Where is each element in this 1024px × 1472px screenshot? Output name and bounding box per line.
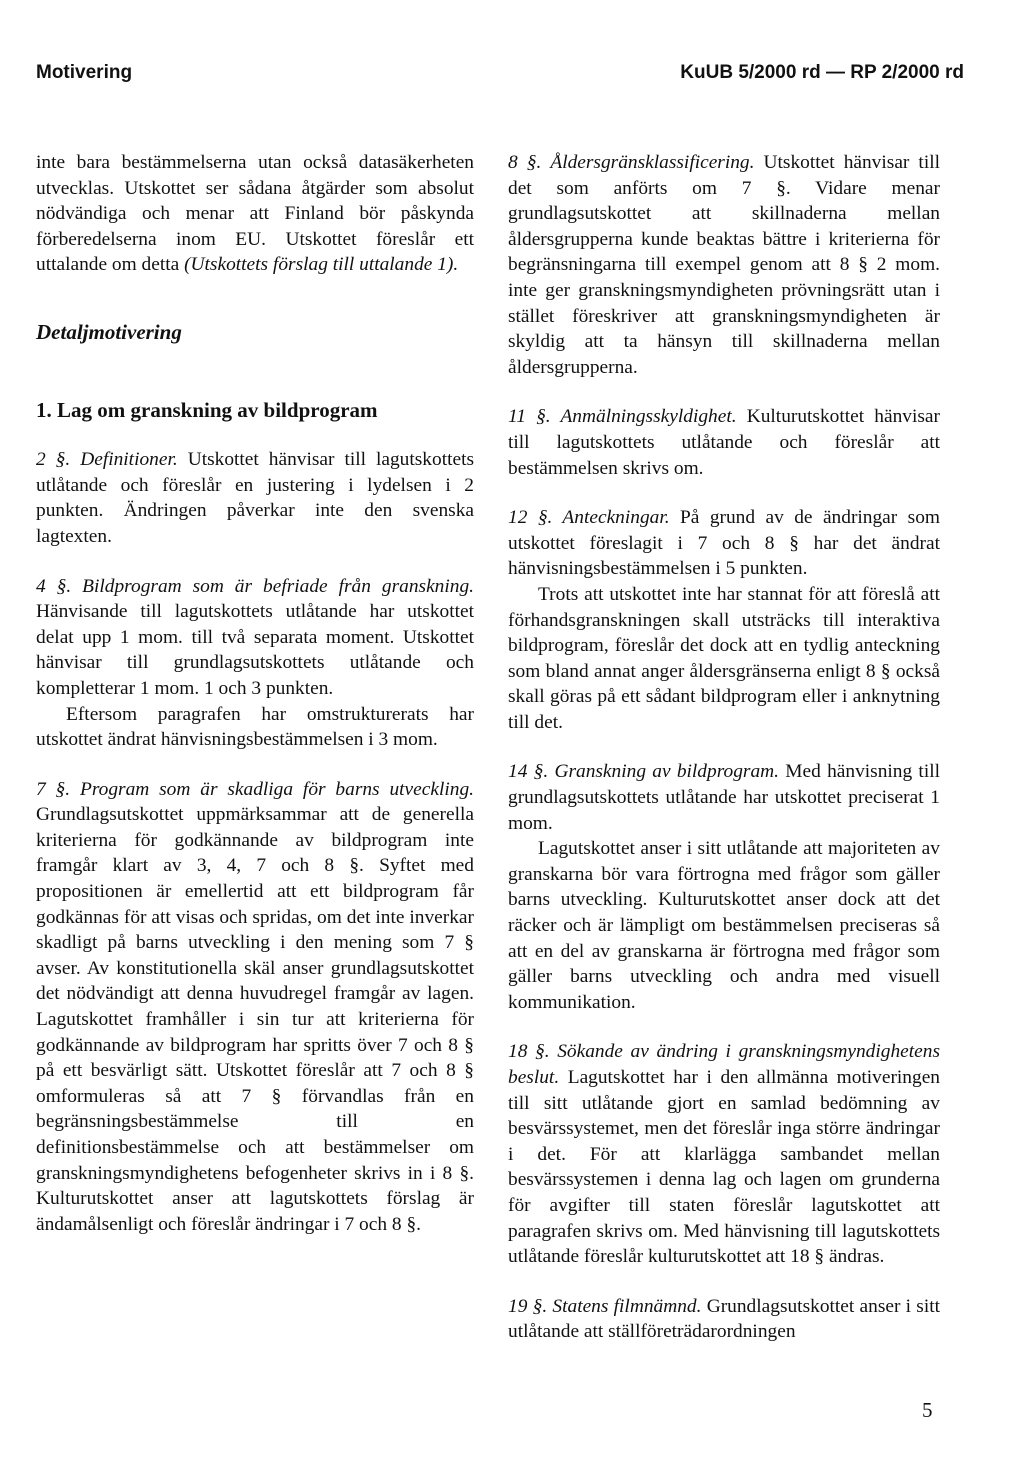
section-11-title: 11 §. Anmälningsskyldighet. — [508, 406, 737, 428]
section-11-paragraph — [508, 404, 940, 481]
right-column — [508, 150, 940, 1345]
page-number: 5 — [922, 1398, 933, 1422]
section-12-text: På grund av de ändringar som utskottet föreslagit i 7 och 8 § har det ändrat hänvisningsbestämmelsen i 5 punkten. — [508, 507, 940, 580]
section-7-text: Grundlagsutskottet uppmärksammar att de generella kriterierna för godkännande av bildprogram inte framgår klart av 3, 4, 7 och 8 §. Syftet med propositionen är emellertid att ett bildprogram får godkännas för att visas och spridas, om det inte inverkar skadligt på barns utveckling i den mening som 7 § avser. Av konstitutionella skäl anser grundlagsutskottet det nödvändigt att denna huvudregel framgår av lagen. Lagutskottet framhåller i sin tur att kriterierna för godkännande av bildprogram har spritts över 7 och 8 § på ett besvärligt sätt. Utskottet föreslår att 7 och 8 § omformuleras så att 7 § förvandlas från en begränsningsbestämmelse till en definitionsbestämmelse och att bestämmelser om granskningsmyndighetens befogenheter skrivs in i 8 §. Kulturutskottet anser att lagutskottets förslag är ändamålsenligt och föreslår ändringar i 7 och 8 §. — [36, 804, 474, 1235]
section-14-paragraph — [508, 759, 940, 836]
intro-paragraph — [36, 150, 474, 278]
section-14-paragraph-2: Lagutskottet anser i sitt utlåtande att majoriteten av granskarna bör vara förtrogna med frågor som gäller barns utveckling. Kulturutskottet anser dock att det räcker och är lämpligt om bestämmelsen preciseras så att en del av granskarna är förtrogna med frågor som gäller barns utveckling och andra med visuell kommunikation. — [508, 838, 940, 1013]
section-19-title: 19 §. Statens filmnämnd. — [508, 1295, 702, 1317]
section-2-paragraph — [36, 447, 474, 549]
section-19-text: Grundlagsutskottet anser i sitt utlåtande att ställföreträdarordningen — [508, 1295, 940, 1343]
section-4-text: Hänvisande till lagutskottets utlåtande har utskottet delat upp 1 mom. till två separata moment. Utskottet hänvisar till grundlagsutskottets utlåtande och kompletterar 1 mom. 1 och 3 punkten. — [36, 601, 474, 699]
section-12-paragraph-2: Trots att utskottet inte har stannat för att föreslå att förhandsgranskningen skall utsträcks till interaktiva bildprogram, föreslår det dock att en tydlig anteckning som bland annat anger åldersgränserna enligt 8 § också skall göras på ett sådant bildprogram eller i anknytning till det. — [508, 583, 940, 733]
section-18-title: 18 §. Sökande av ändring i granskningsmyndighetens beslut. — [508, 1041, 940, 1088]
section-2-text: Utskottet hänvisar till lagutskottets utlåtande och föreslår en justering i lydelsen i 2 punkten. Ändringen påverkar inte den svenska lagtexten. — [36, 449, 475, 547]
section-7-paragraph — [36, 777, 474, 1238]
intro-italic-reference: (Utskottets förslag till uttalande 1). — [184, 254, 459, 276]
header-section-title: Motivering — [36, 62, 133, 83]
header-document-reference: KuUB 5/2000 rd — RP 2/2000 rd — [680, 62, 964, 83]
section-4-title: 4 §. Bildprogram som är befriade från granskning. — [36, 575, 474, 597]
heading-law-section: 1. Lag om granskning av bildprogram — [36, 397, 378, 422]
intro-text: inte bara bestämmelserna utan också datasäkerheten utvecklas. Utskottet ser sådana åtgärder som absolut nödvändiga och menar att Finland bör påskynda förberedelserna inom EU. Utskottet föreslår ett uttalande om detta — [36, 152, 474, 276]
section-4-paragraph-2: Eftersom paragrafen har omstrukturerats har utskottet ändrat hänvisningsbestämmelsen i 3 mom. — [36, 703, 474, 751]
page-header — [36, 62, 964, 96]
section-11-text: Kulturutskottet hänvisar till lagutskottets utlåtande och föreslår att bestämmelsen skrivs om. — [508, 406, 940, 479]
heading-detaljmotivering: Detaljmotivering — [36, 319, 182, 344]
section-14-text: Med hänvisning till grundlagsutskottets utlåtande har utskottet preciserat 1 mom. — [508, 761, 940, 834]
section-8-title: 8 §. Åldersgränsklassificering. — [508, 152, 755, 173]
section-8-text: Utskottet hänvisar till det som anförts om 7 §. Vidare menar grundlagsutskottet att skillnaderna mellan åldersgrupperna kunde beaktas bättre i kriterierna för begränsningarna till exempel genom att 8 § 2 mom. inte ger granskningsmyndigheten prövningsrätt utan i stället föreskriver att granskningsmyndigheten är skyldig att ta hänsyn till skillnaderna mellan åldersgrupperna. — [508, 152, 940, 378]
section-14-title: 14 §. Granskning av bildprogram. — [508, 761, 780, 783]
section-18-text: Lagutskottet har i den allmänna motiveringen till sitt utlåtande gjort en samlad bedömning av besvärssystemet, men det föreslår inga större ändringar i det. För att klarlägga sambandet mellan besvärssystemen i denna lag och lagen om grunderna för avgifter till staten föreslår lagutskottet att paragrafen skrivs om. Med hänvisning till lagutskottets utlåtande föreslår kulturutskottet att 18 § ändras. — [508, 1067, 940, 1268]
section-12-paragraph — [508, 505, 940, 582]
section-19-paragraph — [508, 1294, 940, 1345]
section-7-title: 7 §. Program som är skadliga för barns utveckling. — [36, 778, 474, 800]
left-column — [36, 150, 474, 1237]
section-4-paragraph — [36, 574, 474, 702]
section-2-title: 2 §. Definitioner. — [36, 449, 178, 471]
section-12-title: 12 §. Anteckningar. — [508, 507, 670, 529]
section-18-paragraph — [508, 1039, 940, 1269]
section-8-paragraph — [508, 150, 940, 380]
